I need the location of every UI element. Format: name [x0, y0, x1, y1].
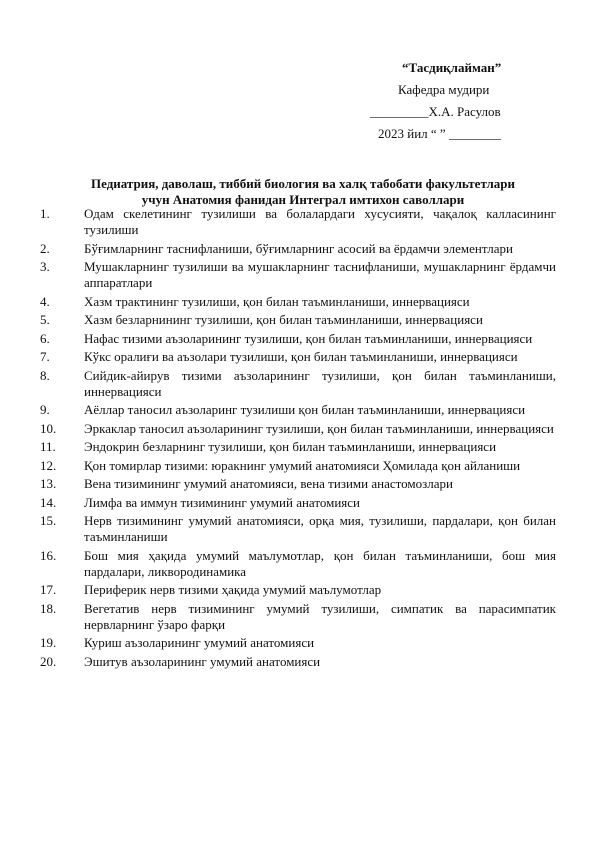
question-text: Нафас тизими аъзоларининг тузилиши, қон билан таъминланиши, иннервацияси	[84, 330, 533, 346]
question-text: Хазм трактининг тузилиши, қон билан таъминланиши, иннервацияси	[84, 293, 470, 309]
question-number: 12.	[40, 457, 57, 473]
question-text: Нерв тизимининг умумий анатомияси, орқа мия, тузилиши, пардалари, қон билан таъминланиши	[84, 513, 556, 544]
question-number: 6.	[40, 330, 50, 346]
question-item	[40, 241, 556, 257]
heading-line-2: учун Анатомия фанидан Интеграл имтихон саволлари	[141, 192, 465, 207]
question-text: Вегетатив нерв тизимининг умумий тузилиши, симпатик ва парасимпатик нервларнинг ўзаро фарқи	[84, 600, 556, 632]
question-item	[40, 402, 556, 418]
question-text: Бош мия ҳақида умумий маълумотлар, қон билан таъминланиши, бош мия пардалари, ликвородинамика	[84, 547, 556, 579]
question-item	[40, 368, 556, 400]
question-item	[40, 206, 556, 238]
question-item	[40, 458, 556, 474]
question-number: 11.	[40, 439, 56, 454]
question-number: 3.	[40, 259, 50, 274]
question-item	[40, 349, 556, 365]
question-text: Вена тизимининг умумий анатомияси, вена тизими анастомозлари	[84, 476, 453, 491]
question-item	[40, 513, 556, 545]
question-item	[40, 601, 556, 633]
question-text: Одам скелетининг тузилиши ва болалардаги хусусияти, чақалоқ калласининг тузилиши	[84, 206, 556, 237]
question-number: 20.	[40, 653, 57, 669]
question-number: 14.	[40, 494, 57, 510]
question-number: 10.	[40, 420, 57, 436]
question-list	[40, 206, 556, 672]
question-item	[40, 439, 556, 455]
question-text: Периферик нерв тизими ҳақида умумий маълумотлар	[84, 582, 382, 597]
question-item	[40, 421, 556, 437]
document-heading	[60, 176, 546, 208]
question-item	[40, 548, 556, 580]
question-number: 15.	[40, 513, 57, 528]
approval-date-line: 2023 йил “ ” ________	[378, 126, 501, 141]
question-number: 1.	[40, 206, 50, 221]
question-item	[40, 495, 556, 511]
question-number: 8.	[40, 367, 50, 383]
question-text: Эркаклар таносил аъзоларининг тузилиши, қон билан таъминланиши, иннервацияси	[84, 420, 554, 436]
question-text: Лимфа ва иммун тизимининг умумий анатомияси	[84, 494, 361, 510]
heading-line-1: Педиатрия, даволаш, тиббий биология ва халқ табобати факультетлари	[90, 176, 516, 191]
question-number: 17.	[40, 582, 57, 597]
question-item	[40, 476, 556, 492]
question-number: 5.	[40, 312, 50, 327]
question-item	[40, 635, 556, 651]
question-item	[40, 582, 556, 598]
question-item	[40, 654, 556, 670]
signature-line: _________Х.А. Расулов	[370, 104, 501, 119]
question-text: Кўкс оралиғи ва аъзолари тузилиши, қон билан таъминланиши, иннервацияси	[84, 349, 518, 364]
question-text: Куриш аъзоларининг умумий анатомияси	[84, 635, 315, 650]
question-text: Қон томирлар тизими: юракнинг умумий анатомияси Ҳомилада қон айланиши	[84, 457, 521, 473]
question-item	[40, 312, 556, 328]
question-text: Сийдик-айирув тизими аъзоларининг тузилиши, қон билан таъминланиши, иннервацияси	[84, 367, 556, 399]
department-head-label: Кафедра мудири	[398, 82, 490, 97]
question-text: Эндокрин безларнинг тузилиши, қон билан таъминланиши, иннервацияси	[84, 439, 497, 454]
question-number: 16.	[40, 547, 57, 563]
question-number: 19.	[40, 635, 57, 650]
question-text: Хазм безларнининг тузилиши, қон билан таъминланиши, иннервацияси	[84, 312, 483, 327]
question-item	[40, 331, 556, 347]
question-text: Аёллар таносил аъзоларинг тузилиши қон билан таъминланиши, иннервацияси	[84, 402, 526, 417]
question-item	[40, 294, 556, 310]
question-number: 2.	[40, 240, 50, 256]
question-number: 7.	[40, 349, 50, 364]
question-item	[40, 259, 556, 291]
question-number: 9.	[40, 402, 50, 417]
question-text: Бўғимларнинг таснифланиши, бўғимларнинг асосий ва ёрдамчи элементлари	[84, 240, 513, 256]
question-text: Мушакларнинг тузилиши ва мушакларнинг таснифланиши, мушакларнинг ёрдамчи аппаратлари	[84, 259, 556, 290]
approval-title: “Тасдиқлайман”	[402, 60, 502, 75]
question-number: 18.	[40, 600, 57, 616]
question-text: Эшитув аъзоларининг умумий анатомияси	[84, 653, 321, 669]
question-number: 13.	[40, 476, 57, 491]
question-number: 4.	[40, 293, 50, 309]
